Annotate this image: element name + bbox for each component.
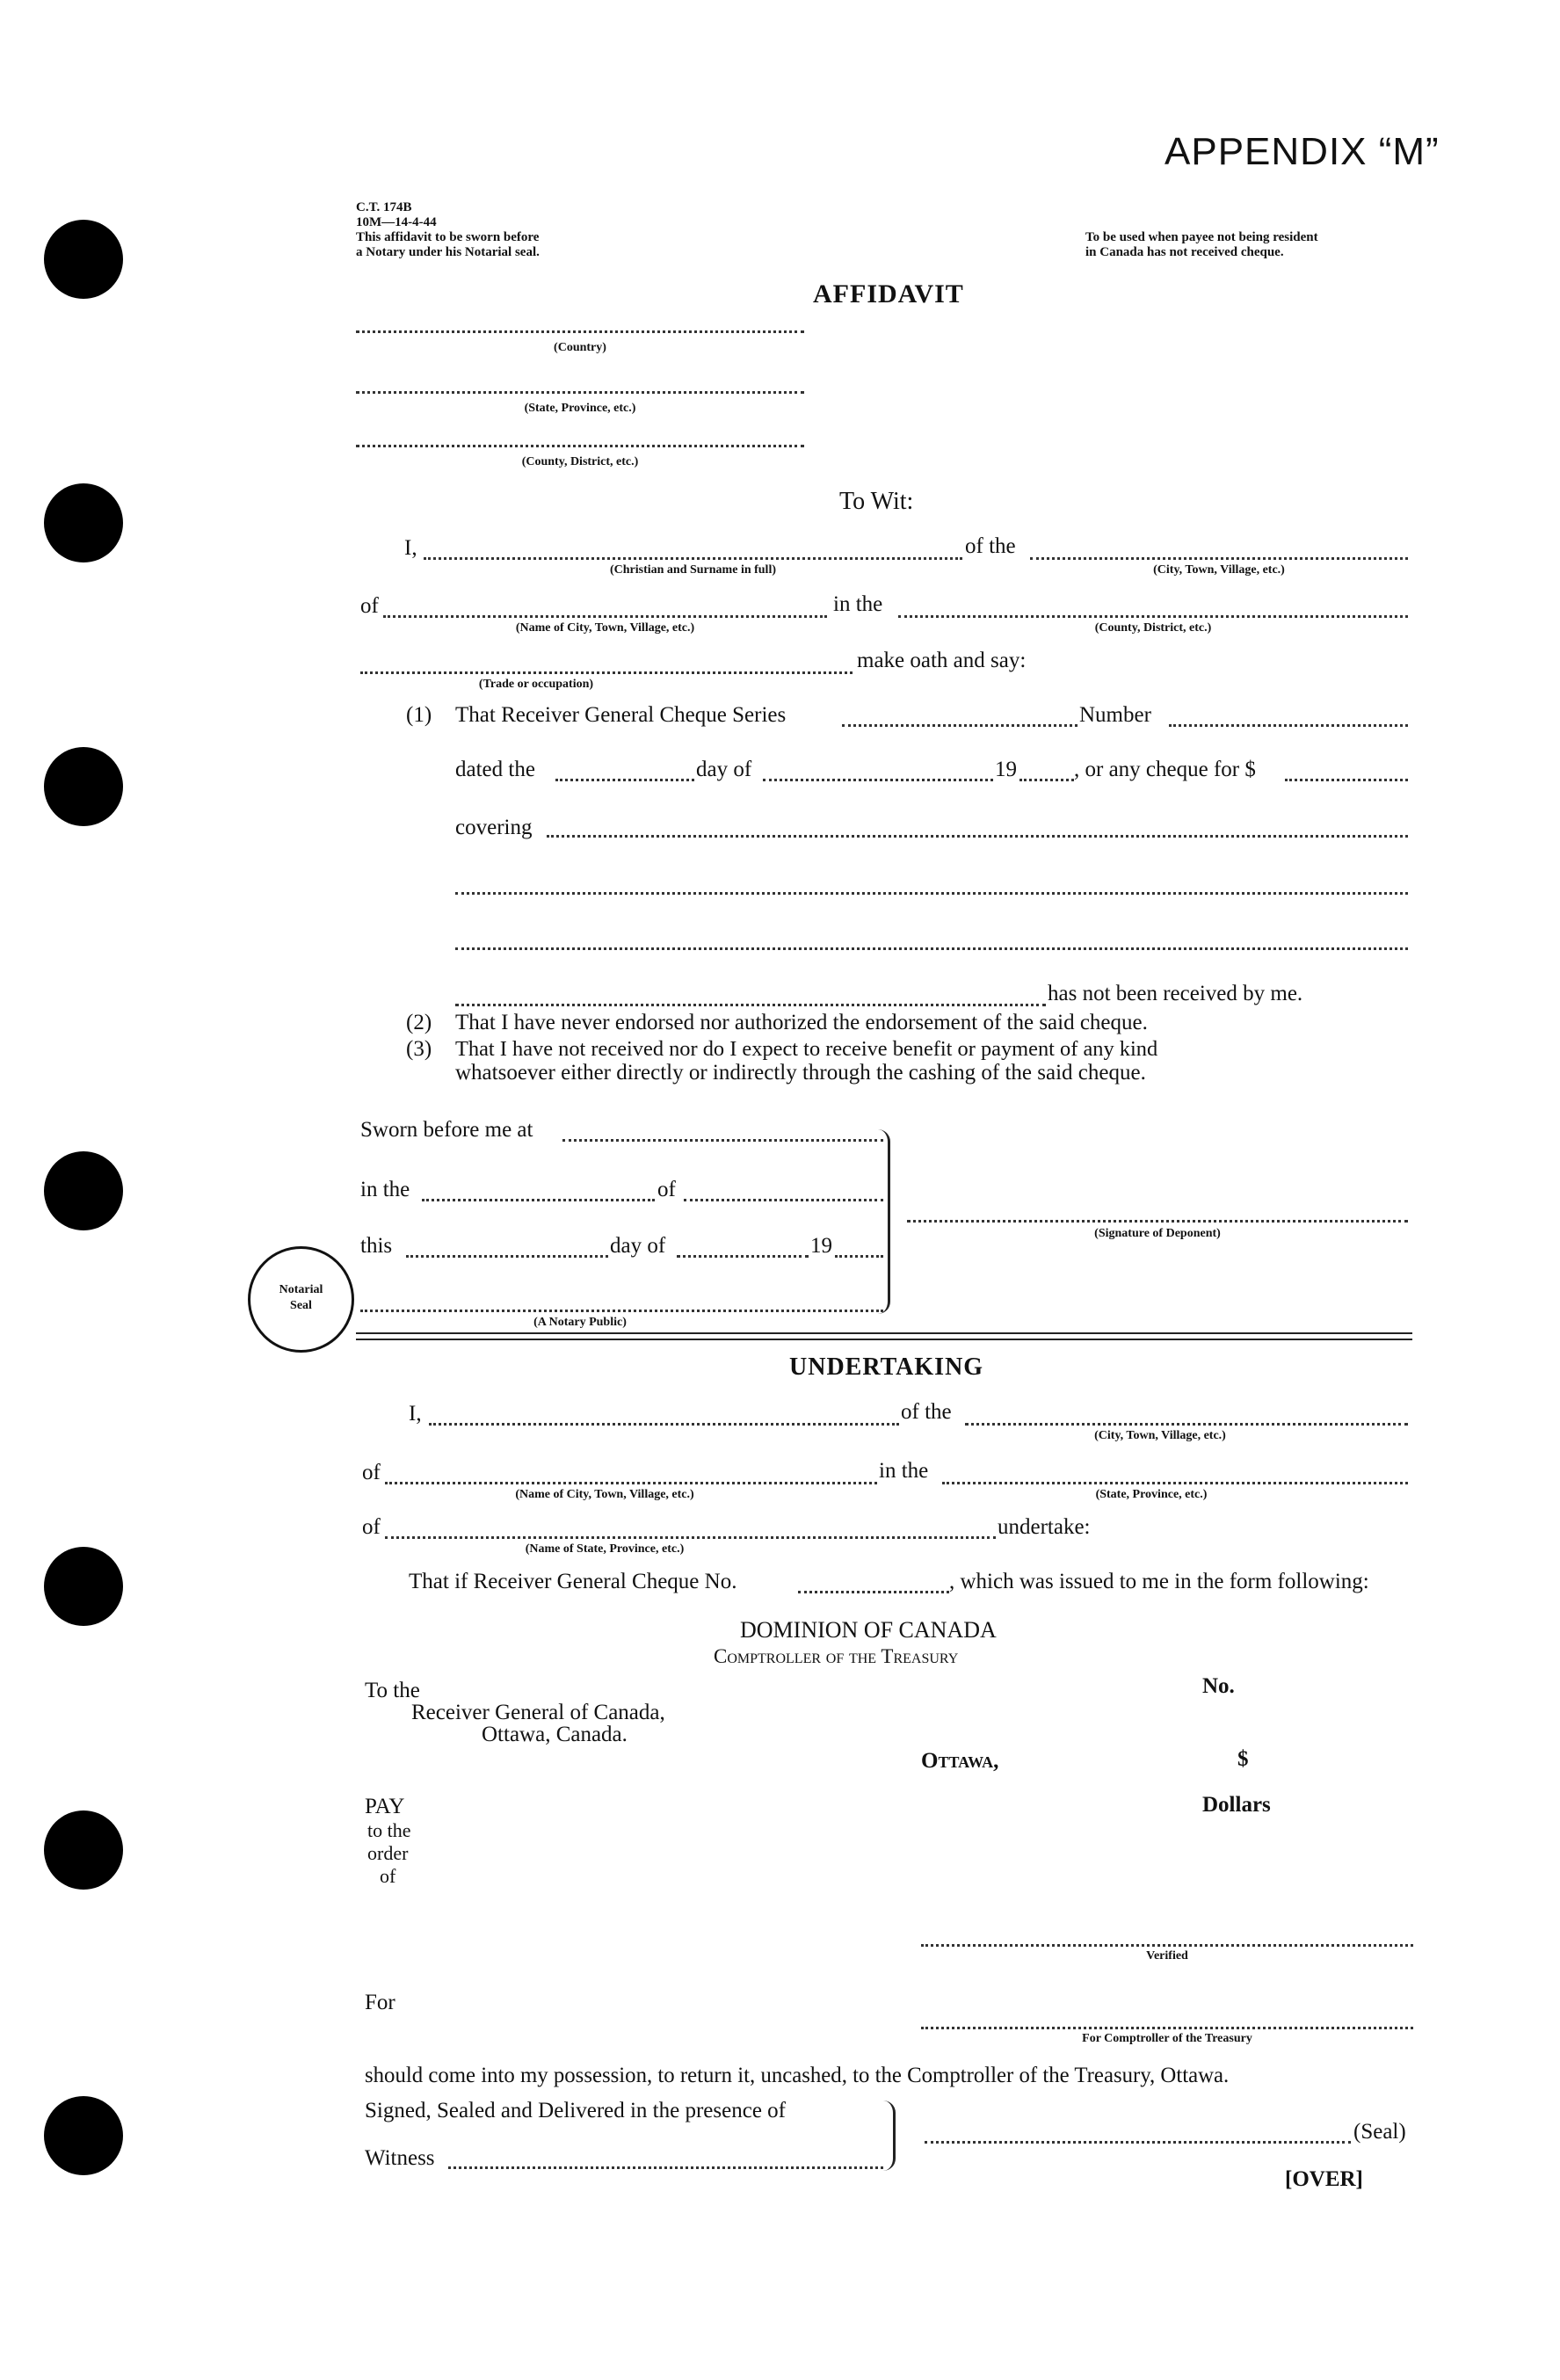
appendix-label: APPENDIX “M” [1165, 130, 1440, 173]
dollar-sign: $ [1237, 1747, 1249, 1771]
para-2-num: (2) [406, 1011, 432, 1034]
und-name-city-line [385, 1482, 877, 1484]
und-of-the: of the [901, 1400, 952, 1424]
that-if: That if Receiver General Cheque No. [409, 1570, 737, 1593]
und-city-caption: (City, Town, Village, etc.) [1094, 1429, 1226, 1442]
sworn-of-line [684, 1199, 883, 1201]
signed-sealed: Signed, Sealed and Delivered in the presence of [365, 2099, 786, 2122]
country-line [356, 330, 804, 333]
trade-caption: (Trade or occupation) [478, 678, 594, 691]
day-of: day of [696, 758, 752, 781]
amount-line [1285, 779, 1408, 781]
witness-line [448, 2166, 883, 2169]
para-1-text: That Receiver General Cheque Series [455, 703, 787, 727]
return-clause: should come into my possession, to return it, uncashed, to the Comptroller of the Treasury, Ottawa. [365, 2064, 1230, 2087]
trade-line [360, 671, 853, 674]
sworn-in-the: in the [360, 1178, 410, 1201]
dominion-of-canada: DOMINION OF CANADA [740, 1617, 997, 1643]
binder-hole [44, 747, 123, 826]
sworn-month-line [677, 1255, 809, 1258]
cheque-no-line [798, 1591, 949, 1593]
witness-label: Witness [365, 2146, 435, 2170]
notarial-seal: Notarial Seal [248, 1246, 354, 1353]
sworn-day-line [406, 1255, 608, 1258]
form-code: C.T. 174B 10M—14-4-44 This affidavit to be sworn before a Notary under his Notarial seal. [356, 200, 540, 259]
verified-line [921, 1944, 1413, 1947]
aff-in-the: in the [833, 592, 883, 616]
und-i: I, [409, 1402, 422, 1426]
year-19: 19 [995, 758, 1017, 781]
name-city-line [383, 615, 827, 618]
signature-caption: (Signature of Deponent) [1094, 1227, 1221, 1240]
verified-caption: Verified [1146, 1949, 1188, 1963]
covering-line-3 [455, 947, 1408, 950]
covering-label: covering [455, 816, 533, 839]
und-name-state-line [385, 1536, 996, 1539]
sworn-at-line [562, 1139, 883, 1142]
aff-of-the: of the [965, 534, 1016, 558]
separator-bottom [356, 1339, 1412, 1340]
para-3-text-a: That I have not received nor do I expect to receive benefit or payment of any kind [455, 1037, 1158, 1061]
county-line [356, 445, 804, 447]
name-city-caption: (Name of City, Town, Village, etc.) [515, 621, 695, 635]
county-caption: (County, District, etc.) [521, 455, 639, 468]
comptroller-caption: For Comptroller of the Treasury [1082, 2032, 1252, 2045]
city-caption: (City, Town, Village, etc.) [1153, 563, 1285, 577]
month-line [763, 779, 993, 781]
und-name-line [429, 1423, 899, 1426]
cheque-no: No. [1202, 1674, 1235, 1698]
number-line [1169, 724, 1408, 727]
und-name-state-caption: (Name of State, Province, etc.) [525, 1542, 685, 1556]
make-oath: make oath and say: [857, 649, 1027, 672]
to-the: To the [365, 1679, 420, 1702]
affidavit-title: AFFIDAVIT [813, 279, 964, 308]
state-caption: (State, Province, etc.) [524, 402, 636, 415]
pay: PAY [365, 1795, 405, 1818]
sworn-of: of [657, 1178, 676, 1201]
covering-line-1 [547, 835, 1408, 838]
receiver-general: Receiver General of Canada, [411, 1701, 665, 1724]
seal-signature-line [925, 2141, 1351, 2144]
ottawa: Ottawa, [921, 1749, 999, 1773]
city-line [1030, 557, 1408, 560]
notary-caption: (A Notary Public) [533, 1316, 627, 1329]
over-label: [OVER] [1285, 2167, 1363, 2191]
number-label: Number [1079, 703, 1151, 727]
aff-of: of [360, 594, 379, 618]
pay-order: order [367, 1842, 409, 1864]
undertaking-title: UNDERTAKING [789, 1353, 984, 1381]
witness-brace [879, 2101, 896, 2171]
binder-hole [44, 1151, 123, 1230]
series-line [842, 724, 1077, 727]
binder-hole [44, 1547, 123, 1626]
und-state-caption: (State, Province, etc.) [1095, 1488, 1208, 1501]
sworn-day-of: day of [610, 1234, 666, 1258]
dollars: Dollars [1202, 1793, 1271, 1817]
sworn-in-line [422, 1199, 655, 1201]
sworn-19: 19 [810, 1234, 832, 1258]
para-3-text-b: whatsoever either directly or indirectly through the cashing of the said cheque. [455, 1061, 1146, 1085]
year-line [1019, 779, 1074, 781]
dated-day-line [555, 779, 694, 781]
comptroller-line [921, 2027, 1413, 2029]
dated-the: dated the [455, 758, 535, 781]
country-caption: (Country) [554, 341, 606, 354]
covering-line-2 [455, 892, 1408, 895]
und-of2: of [362, 1515, 381, 1539]
separator-top [356, 1332, 1412, 1334]
sworn-this: this [360, 1234, 393, 1258]
und-in-the: in the [879, 1459, 929, 1483]
aff-i: I, [404, 536, 417, 560]
name-line [424, 557, 962, 560]
pay-to-the: to the [367, 1819, 411, 1841]
county2-line [898, 615, 1408, 618]
para-3-num: (3) [406, 1037, 432, 1061]
sworn-brace [870, 1129, 890, 1314]
binder-hole [44, 1810, 123, 1890]
covering-line-4 [455, 1004, 1046, 1006]
und-state-line [942, 1482, 1408, 1484]
und-name-city-caption: (Name of City, Town, Village, etc.) [515, 1488, 694, 1501]
comptroller-heading: Comptroller of the Treasury [714, 1645, 959, 1667]
county2-caption: (County, District, etc.) [1094, 621, 1212, 635]
usage-note: To be used when payee not being resident in Canada has not received cheque. [1085, 230, 1318, 259]
und-city-line [965, 1423, 1408, 1426]
seal-label: (Seal) [1353, 2120, 1406, 2144]
not-received: has not been received by me. [1048, 982, 1303, 1005]
for-label: For [365, 1991, 395, 2014]
to-wit: To Wit: [839, 488, 914, 515]
und-of: of [362, 1461, 381, 1484]
ottawa-canada: Ottawa, Canada. [482, 1723, 628, 1746]
sworn-at: Sworn before me at [360, 1118, 533, 1142]
binder-hole [44, 483, 123, 562]
pay-of: of [380, 1865, 396, 1887]
notary-line [360, 1310, 883, 1312]
name-caption: (Christian and Surname in full) [609, 563, 777, 577]
binder-hole [44, 220, 123, 299]
undertake: undertake: [998, 1515, 1091, 1539]
para-1-num: (1) [406, 703, 432, 727]
binder-hole [44, 2096, 123, 2175]
para-2-text: That I have never endorsed nor authorized the endorsement of the said cheque. [455, 1011, 1148, 1034]
or-any-cheque: , or any cheque for $ [1074, 758, 1256, 781]
state-line [356, 391, 804, 394]
signature-line [907, 1220, 1408, 1223]
which-issued: , which was issued to me in the form following: [949, 1570, 1369, 1593]
